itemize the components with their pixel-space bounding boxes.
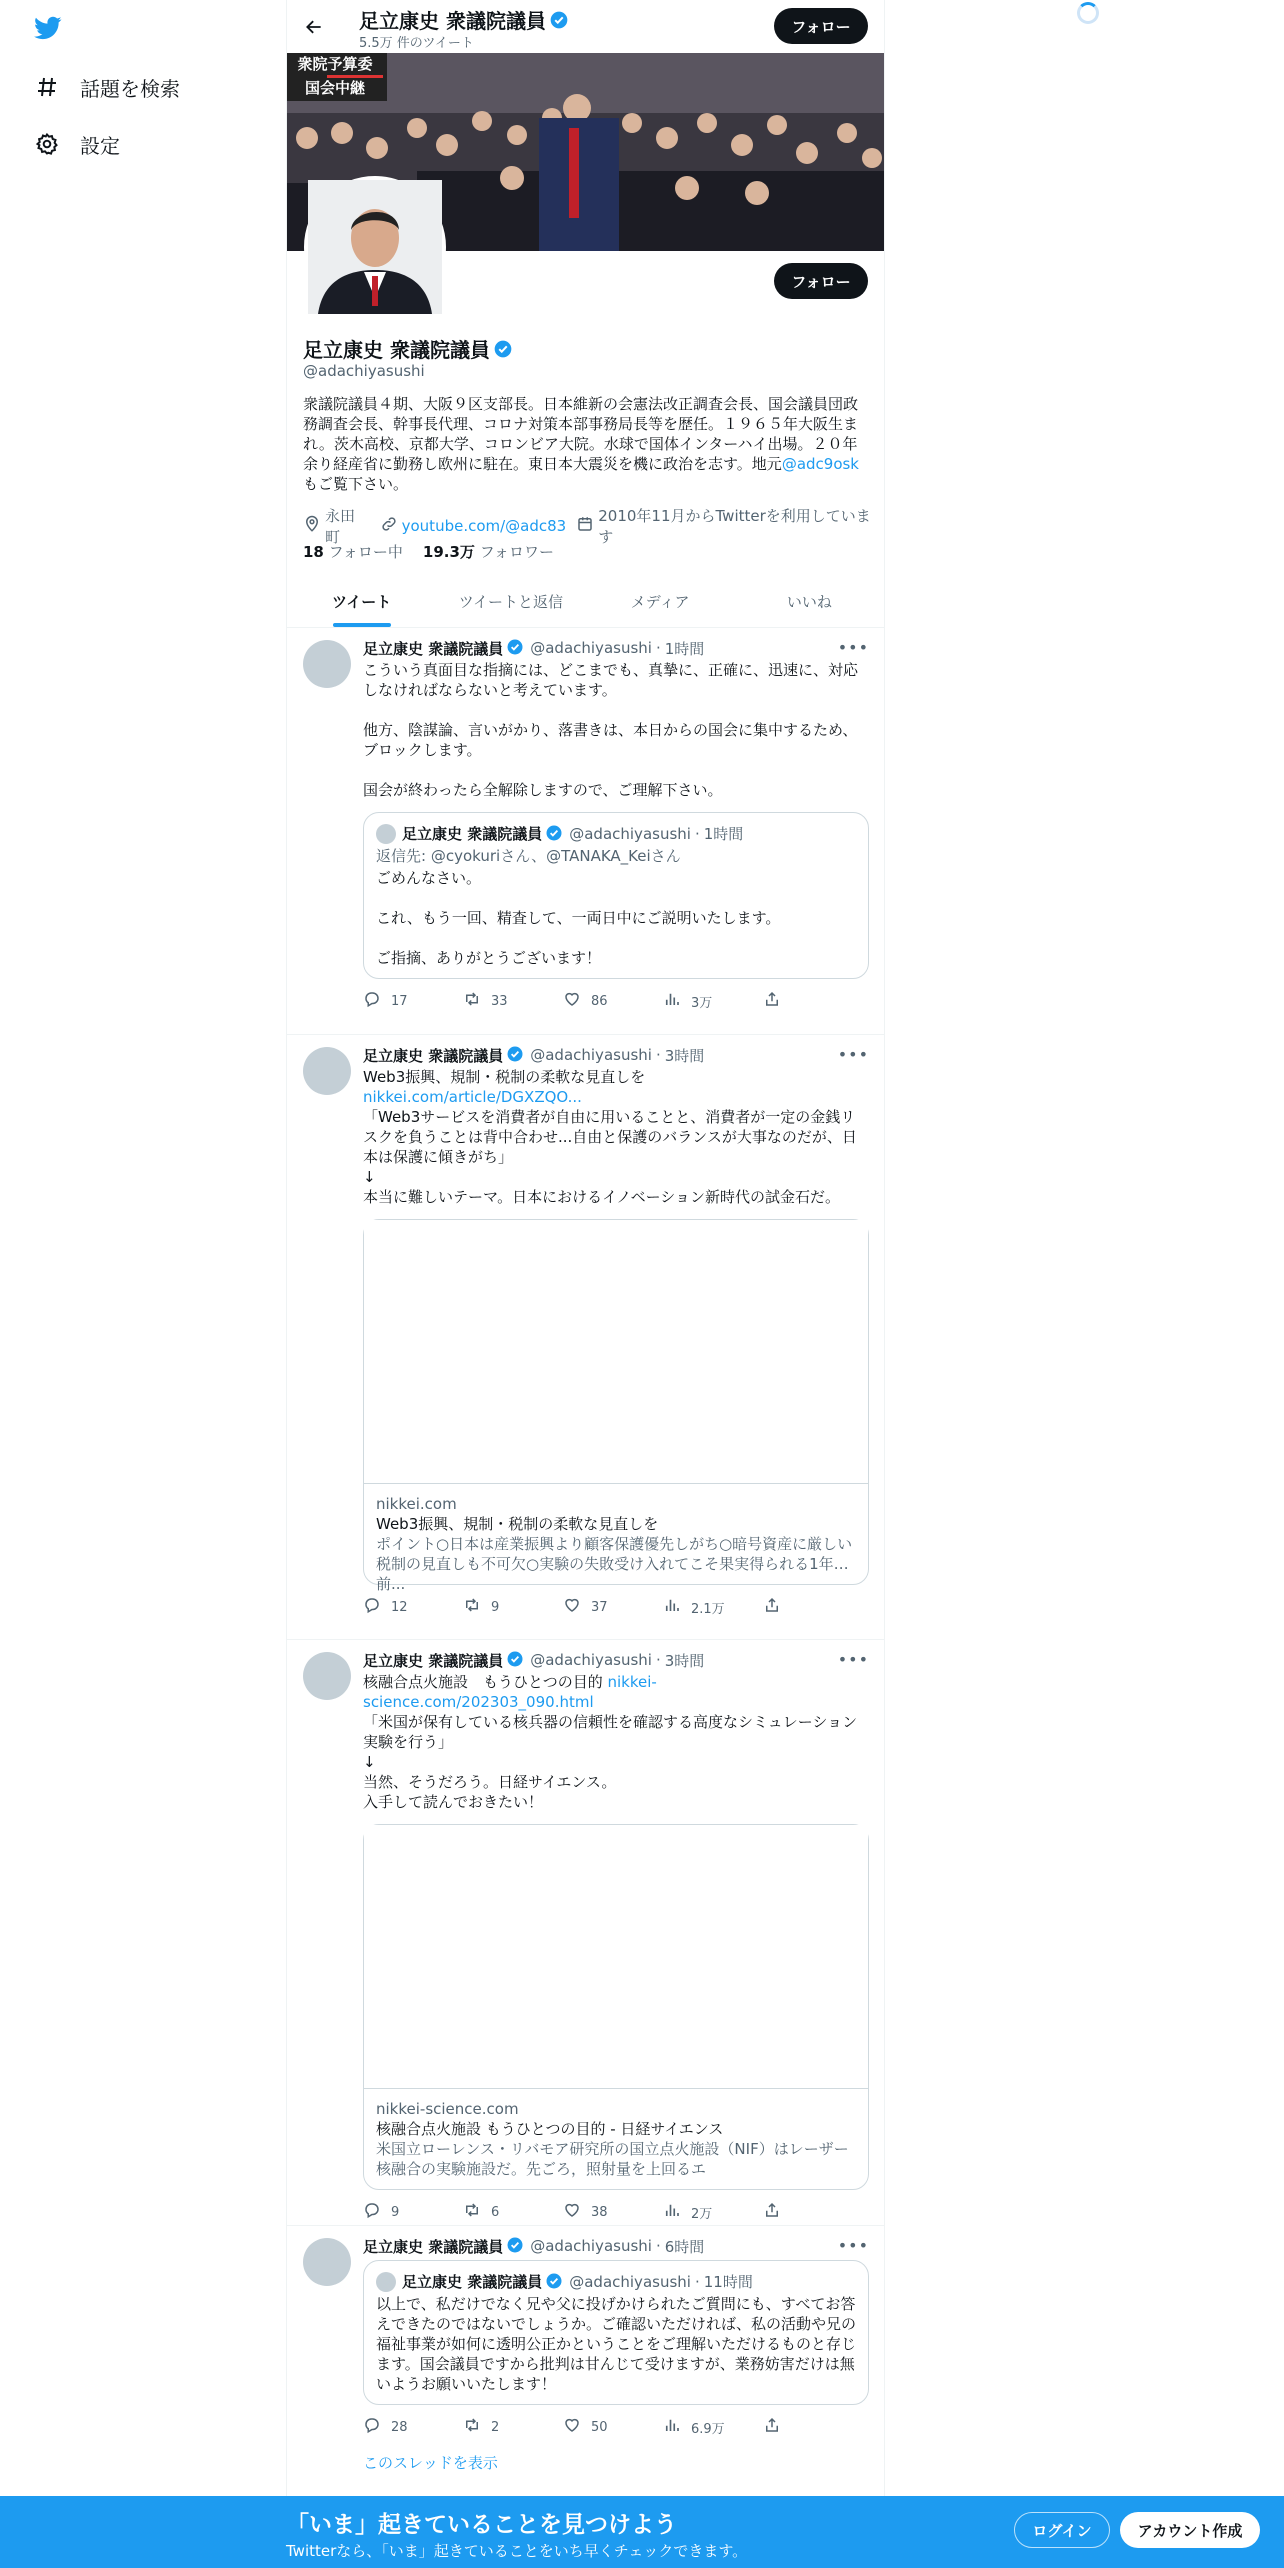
retweet-count: 6 — [491, 2204, 500, 2220]
tweet-item[interactable] — [287, 1640, 884, 2226]
reply-icon — [363, 990, 381, 1012]
share-button[interactable] — [763, 1597, 863, 1617]
nav-explore[interactable] — [34, 67, 180, 107]
follow-stats — [303, 541, 554, 562]
card-image — [364, 1220, 868, 1484]
tweet-author-name[interactable]: 足立康史 衆議院議員 — [363, 1651, 504, 1670]
tweet-count: 5.5万 件のツイート — [359, 36, 474, 51]
quoted-tweet-header: 足立康史 衆議院議員 @adachiyasushi · 1時間 — [376, 823, 856, 844]
tweet-actions — [363, 1597, 869, 1617]
tweet-actions — [363, 2202, 869, 2222]
calendar-icon — [576, 515, 594, 537]
retweet-button[interactable] — [463, 2202, 563, 2222]
like-count: 86 — [591, 993, 608, 1009]
verified-badge-icon — [506, 1650, 526, 1670]
tweet-text — [363, 1672, 869, 1712]
reply-button[interactable] — [363, 2417, 463, 2437]
view-count: 3万 — [691, 995, 713, 1011]
tweet-author-name[interactable]: 足立康史 衆議院議員 — [363, 2237, 504, 2256]
profile-website[interactable] — [380, 515, 567, 537]
tweet-time[interactable]: 6時間 — [664, 2237, 705, 2256]
quoted-reply-to: 返信先: @cyokuriさん、@TANAKA_Keiさん — [376, 847, 681, 865]
tweet-text: こういう真面目な指摘には、どこまでも、真摯に、正確に、迅速に、対応しなければならないと考えています。 他方、陰謀論、言いがかり、落書きは、本日からの国会に集中するため、ブロックします。 国会が終わったら全解除しますので、ご理解下さい。 — [363, 661, 859, 799]
website-link[interactable]: youtube.com/@adc83 — [401, 517, 567, 535]
verified-badge-icon — [506, 1045, 526, 1065]
quoted-author-name: 足立康史 衆議院議員 — [402, 2273, 543, 2291]
header-follow-button[interactable]: フォロー — [774, 8, 868, 44]
tweet-text: Web3振興、規制・税制の柔軟な見直しを — [363, 1068, 646, 1086]
quoted-tweet[interactable] — [363, 2260, 869, 2405]
views-button[interactable] — [663, 2202, 763, 2222]
tweet-link[interactable]: nikkei.com/article/DGXZQO... — [363, 1088, 582, 1106]
share-icon — [763, 2201, 781, 2223]
card-title: Web3振興、規制・税制の柔軟な見直しを — [376, 1515, 659, 1533]
signup-prompt-title: 「いま」起きていることを見つけよう — [286, 2512, 677, 2538]
retweet-count: 33 — [491, 993, 508, 1009]
card-domain: nikkei-science.com — [376, 2100, 519, 2118]
tab-tweets[interactable]: ツイート — [287, 575, 436, 627]
reply-button[interactable] — [363, 1597, 463, 1617]
tweet-text-continued: 「Web3サービスを消費者が自由に用いることと、消費者が一定の金銭リスクを負うことは背中合わせ...自由と保護のバランスが大事なのだが、日本は保護に傾きがち」 ↓ 本当に難しいテーマ。日本におけるイノベーション新時代の試金石だ。 — [363, 1108, 857, 1206]
reply-icon — [363, 2201, 381, 2223]
bio-mention-link[interactable]: @adc9osk — [781, 455, 859, 473]
followers-count: 19.3万 — [422, 543, 475, 561]
quoted-author-name: 足立康史 衆議院議員 — [402, 825, 543, 843]
gear-icon — [34, 131, 60, 157]
share-icon — [763, 1596, 781, 1618]
verified-badge-icon — [545, 824, 565, 844]
quoted-tweet[interactable] — [363, 812, 869, 979]
bio-tail: もご覧下さい。 — [303, 475, 409, 493]
show-thread-link[interactable]: このスレッドを表示 — [363, 2454, 498, 2472]
like-button[interactable] — [563, 2417, 663, 2437]
quoted-avatar — [376, 824, 396, 844]
retweet-icon — [463, 2201, 481, 2223]
like-count: 50 — [591, 2419, 608, 2435]
reply-count: 17 — [391, 993, 408, 1009]
profile-column — [286, 0, 885, 2568]
tweet-avatar[interactable] — [303, 2238, 351, 2286]
retweet-icon — [463, 1596, 481, 1618]
header-name-text: 足立康史 衆議院議員 — [359, 9, 546, 33]
quoted-avatar — [376, 2272, 396, 2292]
tweet-author-handle[interactable]: @adachiyasushi — [530, 639, 652, 657]
share-icon — [763, 2416, 781, 2438]
reply-icon — [363, 2416, 381, 2438]
tab-tweets-and-replies[interactable]: ツイートと返信 — [458, 592, 563, 611]
verified-badge-icon — [506, 2236, 526, 2256]
retweet-count: 9 — [491, 1599, 500, 1615]
card-image — [364, 1825, 868, 2089]
quoted-text: ごめんなさい。 これ、もう一回、精査して、一両日中にご説明いたします。 ご指摘、ありがとうございます！ — [376, 869, 781, 967]
reply-button[interactable] — [363, 2202, 463, 2222]
card-description: ポイント○日本は産業振興より顧客保護優先しがち○暗号資産に厳しい税制の見直しも不可欠○実験の失敗受け入れてこそ果実得られる1年前... — [376, 1535, 853, 1593]
banner-caption-1: 衆院予算委 — [297, 55, 373, 73]
heart-icon — [563, 990, 581, 1012]
profile-header-bar — [287, 0, 884, 53]
heart-icon — [563, 1596, 581, 1618]
nav-settings-label: 設定 — [80, 133, 120, 158]
profile-handle: @adachiyasushi — [303, 362, 425, 380]
location-text: 永田町 — [325, 507, 356, 546]
header-profile-name — [359, 5, 569, 34]
loading-spinner-icon — [1077, 2, 1099, 24]
nav-settings[interactable] — [34, 124, 120, 164]
tweet-link[interactable]: nikkei-science.com/202303_090.html — [363, 1673, 657, 1711]
link-icon — [380, 515, 398, 537]
like-button[interactable] — [563, 2202, 663, 2222]
signup-prompt-bar — [0, 2496, 1284, 2568]
share-button[interactable] — [763, 2417, 863, 2437]
reply-count: 12 — [391, 1599, 408, 1615]
views-button[interactable] — [663, 991, 763, 1011]
profile-tabs — [287, 575, 884, 628]
twitter-logo-icon[interactable] — [32, 14, 64, 42]
tweet-item[interactable] — [287, 1035, 884, 1640]
like-button[interactable] — [563, 1597, 663, 1617]
following-count: 18 — [303, 543, 324, 561]
profile-name-text: 足立康史 衆議院議員 — [303, 338, 490, 362]
location-pin-icon — [303, 515, 321, 537]
card-title: 核融合点火施設 もうひとつの目的 - 日経サイエンス — [376, 2120, 724, 2138]
nav-explore-label: 話題を検索 — [80, 76, 180, 101]
profile-avatar[interactable] — [304, 176, 446, 318]
reply-count: 28 — [391, 2419, 408, 2435]
quoted-text: 以上で、私だけでなく兄や父に投げかけられたご質問にも、すべてお答えできたのではないでしょうか。ご確認いただければ、私の活動や兄の福祉事業が如何に透明公正かということをご理解いただけるものと存じます。国会議員ですから批判は甘んじて受けますが、業務妨害だけは無いようお願いいたします！ — [376, 2295, 857, 2393]
like-button[interactable] — [563, 991, 663, 1011]
tweet-avatar[interactable] — [303, 1652, 351, 1700]
tweet-author-handle[interactable]: @adachiyasushi — [530, 1046, 652, 1064]
tweet-header: 足立康史 衆議院議員 @adachiyasushi · 1時間 — [363, 639, 705, 658]
tweet-text-lead: 核融合点火施設 もうひとつの目的 — [363, 1673, 603, 1691]
following-link[interactable] — [303, 541, 403, 562]
link-preview-card[interactable] — [363, 1219, 869, 1593]
quoted-author-handle: @adachiyasushi — [569, 824, 691, 843]
share-button[interactable] — [763, 991, 863, 1011]
verified-badge-icon — [545, 2272, 565, 2292]
retweet-button[interactable] — [463, 991, 563, 1011]
reply-icon — [363, 1596, 381, 1618]
tweet-time[interactable]: 1時間 — [664, 639, 705, 658]
verified-badge-icon — [549, 10, 569, 30]
tweet-time[interactable]: 3時間 — [664, 1651, 705, 1670]
retweet-count: 2 — [491, 2419, 500, 2435]
profile-follow-button[interactable]: フォロー — [774, 263, 868, 299]
more-options-icon[interactable]: ••• — [837, 1650, 869, 1669]
followers-link[interactable] — [423, 541, 554, 562]
joined-text: 2010年11月からTwitterを利用しています — [598, 507, 871, 546]
quoted-tweet-header: 足立康史 衆議院議員 @adachiyasushi · 11時間 — [376, 2271, 856, 2292]
retweet-icon — [463, 2416, 481, 2438]
back-arrow-icon[interactable] — [299, 12, 329, 42]
view-count: 2万 — [691, 2206, 713, 2222]
tweet-avatar[interactable] — [303, 640, 351, 688]
reply-button[interactable] — [363, 991, 463, 1011]
quoted-author-handle: @adachiyasushi — [569, 2272, 691, 2291]
more-options-icon[interactable]: ••• — [837, 2236, 869, 2255]
more-options-icon[interactable]: ••• — [837, 638, 869, 657]
more-options-icon[interactable]: ••• — [837, 1045, 869, 1064]
views-button[interactable] — [663, 2417, 763, 2437]
card-domain: nikkei.com — [376, 1495, 457, 1513]
verified-badge-icon — [506, 638, 526, 658]
bar-chart-icon — [663, 2201, 681, 2223]
link-preview-card[interactable] — [363, 1824, 869, 2190]
profile-bio — [303, 394, 869, 494]
tweet-author-handle[interactable]: @adachiyasushi — [530, 1651, 652, 1669]
banner-caption-2: 国会中継 — [304, 79, 366, 97]
tweet-header: 足立康史 衆議院議員 @adachiyasushi · 3時間 — [363, 1046, 705, 1065]
view-count: 2.1万 — [691, 1601, 725, 1617]
retweet-button[interactable] — [463, 2417, 563, 2437]
tweet-header: 足立康史 衆議院議員 @adachiyasushi · 3時間 — [363, 1651, 705, 1670]
tweet-header: 足立康史 衆議院議員 @adachiyasushi · 6時間 — [363, 2237, 705, 2256]
bar-chart-icon — [663, 1596, 681, 1618]
card-description: 米国立ローレンス・リバモア研究所の国立点火施設（NIF）はレーザー核融合の実験施設だ。先ごろ，照射量を上回るエ — [376, 2140, 849, 2178]
like-count: 37 — [591, 1599, 608, 1615]
login-button[interactable]: ログイン — [1014, 2512, 1110, 2548]
signup-button[interactable]: アカウント作成 — [1120, 2512, 1260, 2548]
tweet-actions — [363, 2417, 869, 2437]
quoted-time: 11時間 — [703, 2273, 753, 2291]
followers-label: フォロワー — [479, 543, 554, 561]
tab-likes[interactable]: いいね — [786, 592, 832, 611]
verified-badge-icon — [493, 339, 513, 359]
bio-text: 衆議院議員４期、大阪９区支部長。日本維新の会憲法改正調査会長、国会議員団政務調査会長、幹事長代理、コロナ対策本部事務局長等を歴任。１９６５年大阪生まれ。茨木高校、京都大学、コロンビア大院。水球で国体インターハイ出場。２０年余り経産省に勤務し欧州に駐在。東日本大震災を機に政治を志す。地元 — [303, 395, 859, 473]
tweet-time[interactable]: 3時間 — [664, 1046, 705, 1065]
views-button[interactable] — [663, 1597, 763, 1617]
share-button[interactable] — [763, 2202, 863, 2222]
hashtag-icon — [34, 74, 60, 100]
heart-icon — [563, 2201, 581, 2223]
profile-joined — [576, 505, 884, 547]
heart-icon — [563, 2416, 581, 2438]
bar-chart-icon — [663, 990, 681, 1012]
tweet-actions — [363, 991, 869, 1011]
share-icon — [763, 990, 781, 1012]
tweet-author-name[interactable]: 足立康史 衆議院議員 — [363, 1046, 504, 1065]
quoted-time: 1時間 — [703, 825, 744, 843]
reply-count: 9 — [391, 2204, 400, 2220]
retweet-icon — [463, 990, 481, 1012]
tweet-avatar[interactable] — [303, 1047, 351, 1095]
profile-name — [303, 334, 513, 363]
retweet-button[interactable] — [463, 1597, 563, 1617]
like-count: 38 — [591, 2204, 608, 2220]
tweet-author-name[interactable]: 足立康史 衆議院議員 — [363, 639, 504, 658]
tweet-item[interactable] — [287, 2226, 884, 2526]
bar-chart-icon — [663, 2416, 681, 2438]
view-count: 6.9万 — [691, 2421, 725, 2437]
left-navigation — [0, 0, 286, 2568]
following-label: フォロー中 — [328, 543, 403, 561]
tweet-text-continued: 「米国が保有している核兵器の信頼性を確認する高度なシミュレーション実験を行う」 ↓ 当然、そうだろう。日経サイエンス。 入手して読んでおきたい！ — [363, 1713, 858, 1811]
tweet-item[interactable] — [287, 628, 884, 1035]
tab-media[interactable]: メディア — [630, 592, 690, 611]
tweet-author-handle[interactable]: @adachiyasushi — [530, 2237, 652, 2255]
signup-prompt-subtitle: Twitterなら、「いま」起きていることをいち早くチェックできます。 — [286, 2542, 748, 2560]
